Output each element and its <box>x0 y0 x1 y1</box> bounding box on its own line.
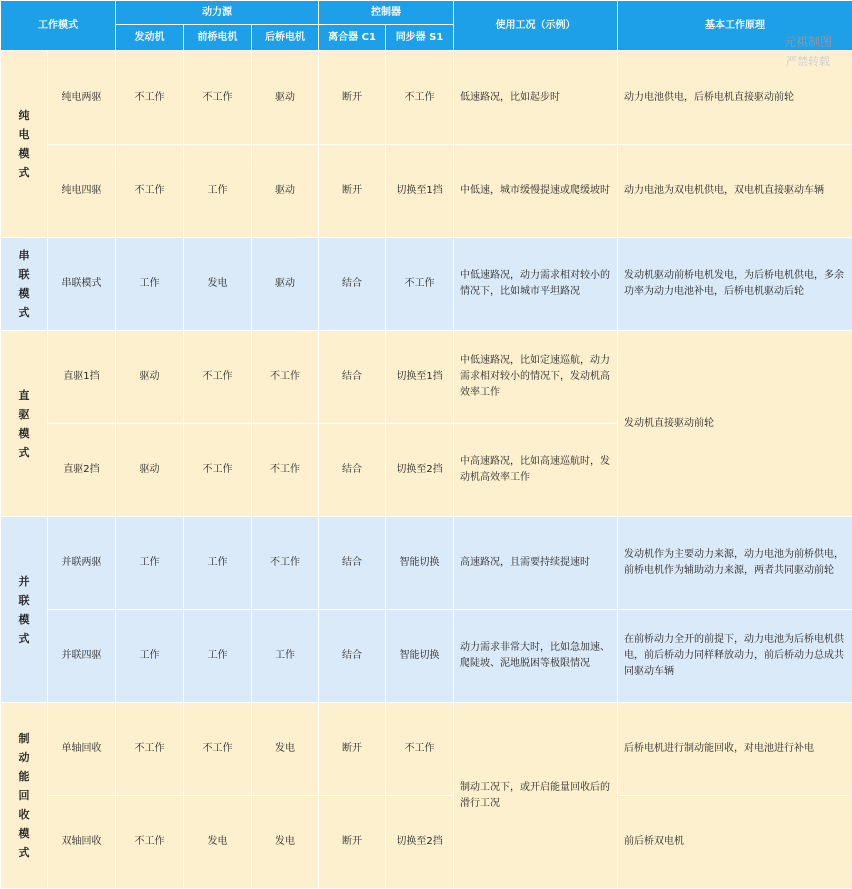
cell-front-motor: 工作 <box>184 517 252 610</box>
cell-engine: 工作 <box>116 517 184 610</box>
table-row <box>1 51 852 145</box>
cell-rear-motor: 工作 <box>252 610 319 703</box>
cell-principle: 动力电池为双电机供电，双电机直接驱动车辆 <box>618 145 852 238</box>
cell-condition: 制动工况下，或开启能量回收后的滑行工况 <box>454 703 618 889</box>
cell-synchronizer: 不工作 <box>386 238 454 331</box>
table-row <box>1 517 852 610</box>
cell-front-motor: 不工作 <box>184 424 252 517</box>
cell-mode: 并联两驱 <box>48 517 116 610</box>
cell-mode: 纯电四驱 <box>48 145 116 238</box>
cell-condition: 低速路况，比如起步时 <box>454 51 618 145</box>
cell-rear-motor: 不工作 <box>252 331 319 424</box>
header-rear-motor: 后桥电机 <box>252 25 319 51</box>
group-label-pure-ev: 纯 电 模 式 <box>1 51 48 238</box>
header-engine: 发动机 <box>116 25 184 51</box>
cell-rear-motor: 发电 <box>252 703 319 796</box>
cell-mode: 直驱1挡 <box>48 331 116 424</box>
cell-mode: 并联四驱 <box>48 610 116 703</box>
table-row <box>1 610 852 703</box>
cell-synchronizer: 切换至1挡 <box>386 331 454 424</box>
cell-clutch: 结合 <box>319 610 386 703</box>
cell-clutch: 结合 <box>319 517 386 610</box>
cell-rear-motor: 发电 <box>252 796 319 889</box>
header-front-motor: 前桥电机 <box>184 25 252 51</box>
cell-clutch: 断开 <box>319 796 386 889</box>
cell-synchronizer: 切换至2挡 <box>386 796 454 889</box>
cell-clutch: 断开 <box>319 51 386 145</box>
cell-principle: 后桥电机进行制动能回收，对电池进行补电 <box>618 703 852 796</box>
cell-synchronizer: 不工作 <box>386 51 454 145</box>
cell-mode: 直驱2挡 <box>48 424 116 517</box>
cell-front-motor: 工作 <box>184 145 252 238</box>
cell-engine: 不工作 <box>116 796 184 889</box>
table-row <box>1 238 852 331</box>
cell-rear-motor: 不工作 <box>252 517 319 610</box>
header-mode: 工作模式 <box>1 1 116 51</box>
cell-mode: 纯电两驱 <box>48 51 116 145</box>
cell-synchronizer: 智能切换 <box>386 610 454 703</box>
cell-rear-motor: 不工作 <box>252 424 319 517</box>
header-condition: 使用工况（示例） <box>454 1 618 51</box>
group-label-series: 串 联 模 式 <box>1 238 48 331</box>
cell-clutch: 结合 <box>319 424 386 517</box>
cell-condition: 中低速路况，动力需求相对较小的情况下，比如城市平坦路况 <box>454 238 618 331</box>
cell-front-motor: 发电 <box>184 796 252 889</box>
cell-front-motor: 不工作 <box>184 703 252 796</box>
group-label-direct: 直 驱 模 式 <box>1 331 48 517</box>
watermark-notice: 严禁转载 <box>786 53 830 69</box>
cell-principle: 发动机驱动前桥电机发电，为后桥电机供电，多余功率为动力电池补电，后桥电机驱动后轮 <box>618 238 852 331</box>
cell-condition: 中低速，城市缓慢提速或爬缓坡时 <box>454 145 618 238</box>
cell-rear-motor: 驱动 <box>252 238 319 331</box>
cell-clutch: 断开 <box>319 703 386 796</box>
cell-engine: 不工作 <box>116 51 184 145</box>
header-power-source: 动力源 <box>116 1 319 25</box>
watermark-text: 元祺制图 <box>784 33 832 50</box>
group-label-parallel: 并 联 模 式 <box>1 517 48 703</box>
cell-mode: 单轴回收 <box>48 703 116 796</box>
cell-condition: 动力需求非常大时，比如急加速、爬陡坡、泥地脱困等极限情况 <box>454 610 618 703</box>
cell-front-motor: 不工作 <box>184 51 252 145</box>
cell-principle: 动力电池供电，后桥电机直接驱动前轮 <box>618 51 852 145</box>
table-row <box>1 331 852 424</box>
cell-clutch: 结合 <box>319 238 386 331</box>
cell-rear-motor: 驱动 <box>252 51 319 145</box>
cell-engine: 工作 <box>116 238 184 331</box>
cell-rear-motor: 驱动 <box>252 145 319 238</box>
cell-engine: 工作 <box>116 610 184 703</box>
cell-synchronizer: 切换至2挡 <box>386 424 454 517</box>
table-row <box>1 145 852 238</box>
header-synchronizer: 同步器 S1 <box>386 25 454 51</box>
cell-principle: 发动机作为主要动力来源，动力电池为前桥供电，前桥电机作为辅助动力来源，两者共同驱动前轮 <box>618 517 852 610</box>
cell-principle: 前后桥双电机 <box>618 796 852 889</box>
cell-front-motor: 不工作 <box>184 331 252 424</box>
cell-front-motor: 发电 <box>184 238 252 331</box>
cell-clutch: 结合 <box>319 331 386 424</box>
cell-engine: 不工作 <box>116 703 184 796</box>
table-row <box>1 796 852 889</box>
header-clutch: 离合器 C1 <box>319 25 386 51</box>
cell-condition: 高速路况，且需要持续提速时 <box>454 517 618 610</box>
table-row <box>1 703 852 796</box>
cell-condition: 中低速路况，比如定速巡航，动力需求相对较小的情况下，发动机高效率工作 <box>454 331 618 424</box>
cell-clutch: 断开 <box>319 145 386 238</box>
cell-synchronizer: 切换至1挡 <box>386 145 454 238</box>
header-principle: 基本工作原理 <box>618 1 852 51</box>
cell-condition: 中高速路况，比如高速巡航时，发动机高效率工作 <box>454 424 618 517</box>
group-label-regen: 制 动 能 回 收 模 式 <box>1 703 48 889</box>
header-controller: 控制器 <box>319 1 454 25</box>
cell-principle: 在前桥动力全开的前提下，动力电池为后桥电机供电，前后桥动力同样释放动力，前后桥动力总成共同驱动车辆 <box>618 610 852 703</box>
cell-synchronizer: 智能切换 <box>386 517 454 610</box>
cell-front-motor: 工作 <box>184 610 252 703</box>
cell-engine: 驱动 <box>116 331 184 424</box>
cell-synchronizer: 不工作 <box>386 703 454 796</box>
cell-engine: 驱动 <box>116 424 184 517</box>
cell-engine: 不工作 <box>116 145 184 238</box>
cell-mode: 双轴回收 <box>48 796 116 889</box>
cell-mode: 串联模式 <box>48 238 116 331</box>
cell-principle: 发动机直接驱动前轮 <box>618 331 852 517</box>
